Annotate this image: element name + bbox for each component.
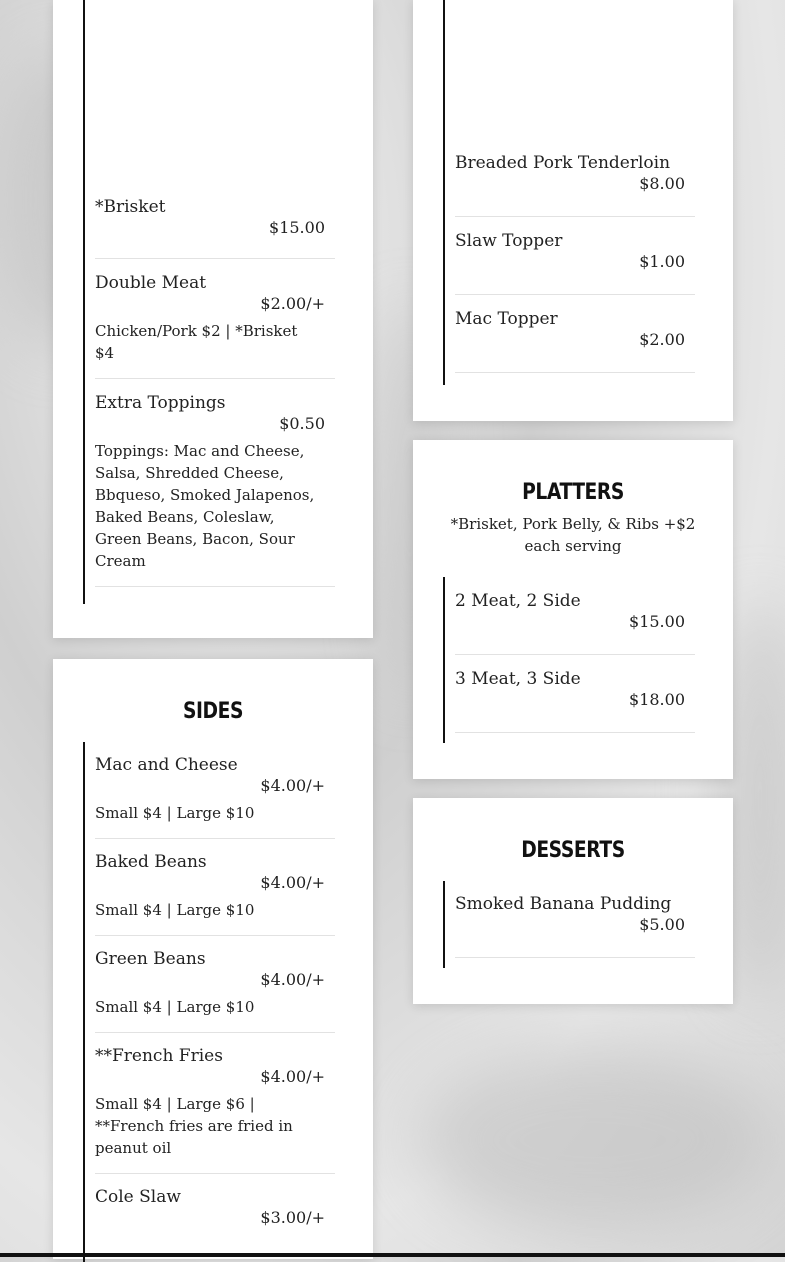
item-description: Small $4 | Large $10 xyxy=(95,901,255,919)
item-price: $15.00 xyxy=(269,218,325,237)
item-name: Smoked Banana Pudding xyxy=(455,894,672,914)
item-price: $4.00/+ xyxy=(260,1067,325,1086)
menu-item[interactable] xyxy=(95,839,335,936)
item-description: Small $4 | Large $10 xyxy=(95,998,255,1016)
item-name: Extra Toppings xyxy=(95,393,226,413)
background-blob xyxy=(420,1050,770,1230)
item-price: $0.50 xyxy=(279,414,325,433)
item-price: $8.00 xyxy=(639,174,685,193)
menu-item[interactable] xyxy=(455,577,695,655)
item-name: Mac Topper xyxy=(455,309,558,329)
menu-items-list xyxy=(443,577,695,743)
item-price: $5.00 xyxy=(639,915,685,934)
item-name: Cole Slaw xyxy=(95,1187,181,1207)
menu-card-right-top xyxy=(413,0,733,421)
item-description: Chicken/Pork $2 | *Brisket $4 xyxy=(95,322,298,362)
item-price: $4.00/+ xyxy=(260,776,325,795)
item-name: Slaw Topper xyxy=(455,231,563,251)
menu-item[interactable] xyxy=(455,217,695,295)
item-price: $15.00 xyxy=(629,612,685,631)
bottom-bar xyxy=(0,1253,785,1257)
item-name: Mac and Cheese xyxy=(95,755,238,775)
item-name: *Brisket xyxy=(95,197,166,217)
item-description: Small $4 | Large $10 xyxy=(95,804,255,822)
item-price: $2.00 xyxy=(639,330,685,349)
item-price: $18.00 xyxy=(629,690,685,709)
menu-items-list xyxy=(443,881,695,968)
menu-item[interactable] xyxy=(455,881,695,958)
menu-item[interactable] xyxy=(95,1174,335,1242)
section-title: DESSERTS xyxy=(521,838,625,863)
item-price: $1.00 xyxy=(639,252,685,271)
item-name: Double Meat xyxy=(95,273,207,293)
menu-item[interactable] xyxy=(95,742,335,839)
item-name: **French Fries xyxy=(95,1046,223,1066)
section-title: SIDES xyxy=(182,699,244,724)
menu-items-list xyxy=(83,0,335,604)
menu-item[interactable] xyxy=(455,655,695,733)
menu-item[interactable] xyxy=(95,259,335,379)
item-name: Breaded Pork Tenderloin xyxy=(455,153,671,173)
section-note: *Brisket, Pork Belly, & Ribs +$2 each serving xyxy=(450,515,696,555)
menu-items-list xyxy=(443,0,695,385)
item-name: Green Beans xyxy=(95,949,206,969)
item-name: Baked Beans xyxy=(95,852,207,872)
menu-card-sides xyxy=(53,659,373,1259)
item-price: $4.00/+ xyxy=(260,970,325,989)
menu-item[interactable] xyxy=(455,0,695,217)
item-description: Small $4 | Large $6 | **French fries are fried in peanut oil xyxy=(95,1095,293,1157)
menu-item[interactable] xyxy=(95,936,335,1033)
menu-card-desserts xyxy=(413,798,733,1004)
menu-items-list xyxy=(83,742,335,1262)
item-description: Toppings: Mac and Cheese, Salsa, Shredded Cheese, Bbqueso, Smoked Jalapenos, Baked Beans, Coleslaw, Green Beans, Bacon, Sour Cream xyxy=(95,442,315,570)
menu-item[interactable] xyxy=(95,0,335,259)
item-name: 2 Meat, 2 Side xyxy=(455,591,581,611)
item-price: $3.00/+ xyxy=(260,1208,325,1227)
item-price: $4.00/+ xyxy=(260,873,325,892)
menu-item[interactable] xyxy=(95,379,335,587)
menu-card-platters xyxy=(413,440,733,779)
menu-item[interactable] xyxy=(95,1033,335,1174)
menu-item[interactable] xyxy=(455,295,695,373)
section-title: PLATTERS xyxy=(522,480,624,505)
menu-card-left-top xyxy=(53,0,373,638)
item-name: 3 Meat, 3 Side xyxy=(455,669,581,689)
item-price: $2.00/+ xyxy=(260,294,325,313)
